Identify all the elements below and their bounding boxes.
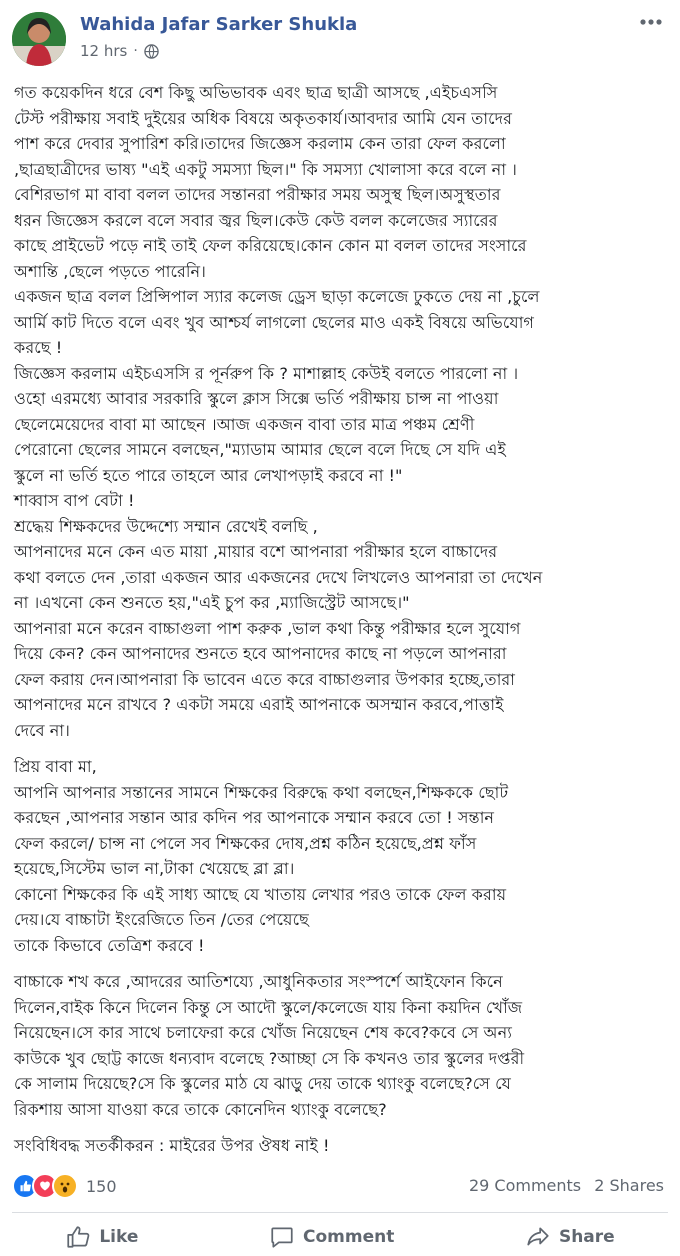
- like-label: Like: [99, 1227, 139, 1247]
- shares-count[interactable]: 2 Shares: [594, 1176, 664, 1195]
- post-text-line: আপনাদের মনে কেন এত মায়া ,মায়ার বশে আপনারা পরীক্ষার হলে বাচ্চাদের: [14, 542, 498, 561]
- post-text-line: হয়েছে,সিস্টেম ভাল না,টাকা খেয়েছে ব্লা ব্লা।: [14, 859, 295, 878]
- post-text-line: তাকে কিভাবে তেত্রিশ করবে !: [14, 935, 205, 955]
- post-text-line: ফেল করায় দেন।আপনারা কি ভাবেন এতে করে বাচ্চাগুলার উপকার হচ্ছে,তারা: [14, 669, 515, 689]
- post-text-line: দিয়ে কেন? কেন আপনাদের শুনতে হবে আপনাদের কাছে না পড়লে আপনারা: [14, 644, 507, 663]
- separator-dot: ·: [133, 43, 138, 59]
- post-text-line: গত কয়েকদিন ধরে বেশ কিছু অভিভাবক এবং ছাত্র ছাত্রী আসছে ,এইচএসসি: [14, 83, 498, 102]
- post-text-line: পাশ করে দেবার সুপারিশ করি।তাদের জিজ্ঞেস করলাম কেন তারা ফেল করলো: [14, 134, 506, 153]
- post-text-line: কাছে প্রাইভেট পড়ে নাই তাই ফেল করিয়েছে।কোন কোন মা বলল তাদের সংসারে: [14, 236, 527, 255]
- post-text-line: ,ছাত্রছাত্রীদের ভাষ্য "এই একটু সমস্যা ছিল।" কি সমস্যা খোলাসা করে বলে না ।: [14, 159, 517, 179]
- comment-label: Comment: [302, 1227, 395, 1247]
- post-text-line: না ।এখনো কেন শুনতে হয়,"এই চুপ কর ,ম্যাজিস্ট্রেট আসছে।": [14, 593, 410, 612]
- post-text-line: ওহো এরমধ্যে আবার সরকারি স্কুলে ক্লাস সিক্সে ভর্তি পরীক্ষায় চান্স না পাওয়া: [14, 389, 499, 408]
- divider: [12, 1212, 668, 1213]
- post-text-line: নিয়েছেন।সে কার সাথে চলাফেরা করে খোঁজ নিয়েছেন শেষ কবে?কবে সে অন্য: [14, 1023, 512, 1042]
- post-text-line: দিলেন,বাইক কিনে দিলেন কিন্তু সে আদৌ স্কুলে/কলেজে যায় কিনা কয়দিন খোঁজ: [14, 997, 523, 1017]
- post-paragraph: [14, 80, 666, 743]
- action-bar: [0, 1218, 680, 1256]
- author-name[interactable]: Wahida Jafar Sarker Shukla: [80, 14, 358, 35]
- comment-icon: [269, 1224, 295, 1250]
- post-text-line: ধরন জিজ্ঞেস করলে বলে সবার জ্বর ছিল।কেউ কেউ বলল কলেজের স্যারের: [14, 210, 498, 230]
- post-text-line: ফেল করলে/ চান্স না পেলে সব শিক্ষকের দোষ,প্রশ্ন কঠিন হয়েছে,প্রশ্ন ফাঁস: [14, 833, 477, 853]
- share-label: Share: [558, 1227, 615, 1247]
- post-text-line: কোনো শিক্ষকের কি এই সাধ্য আছে যে খাতায় লেখার পরও তাকে ফেল করায়: [14, 884, 507, 904]
- more-options-icon[interactable]: [636, 10, 666, 34]
- post-text-line: করছেন ,আপনার সন্তান আর কদিন পর আপনাকে সম্মান করবে তো ! সন্তান: [14, 808, 495, 827]
- post-text-line: জিজ্ঞেস করলাম এইচএসসি র পূর্নরুপ কি ? মাশাল্লাহ কেউই বলতে পারলো না ।: [14, 363, 519, 383]
- post-text-line: স্কুলে না ভর্তি হতে পারে তাহলে আর লেখাপড়াই করবে না !": [14, 465, 403, 485]
- wow-reaction-icon: [52, 1173, 78, 1199]
- post-text-line: দেয়।যে বাচ্চাটা ইংরেজিতে তিন /তের পেয়েছে: [14, 910, 309, 929]
- reaction-summary[interactable]: [12, 1172, 117, 1200]
- post-text-line: করছে !: [14, 338, 63, 357]
- post-text-line: বেশিরভাগ মা বাবা বলল তাদের সন্তানরা পরীক্ষার সময় অসুস্থ ছিল।অসুস্থতার: [14, 185, 501, 204]
- post-text-line: দেবে না।: [14, 720, 70, 740]
- share-button[interactable]: [525, 1224, 615, 1250]
- post-text-line: আপনারা মনে করেন বাচ্চাগুলা পাশ করুক ,ভাল কথা কিন্তু পরীক্ষার হলে সুযোগ: [14, 618, 521, 638]
- post-text-line: একজন ছাত্র বলল প্রিন্সিপাল স্যার কলেজ ড্রেস ছাড়া কলেজে ঢুকতে দেয় না ,চুলে: [14, 287, 540, 306]
- globe-icon: [144, 44, 159, 59]
- post-paragraph: [14, 754, 666, 958]
- post-text-line: অশান্তি ,ছেলে পড়তে পারেনি।: [14, 261, 206, 281]
- post-meta: [80, 42, 159, 60]
- post-header: [0, 0, 680, 72]
- post-text-line: বাচ্চাকে শখ করে ,আদরের আতিশয্যে ,আধুনিকতার সংস্পর্শে আইফোন কিনে: [14, 972, 503, 991]
- post-text-line: ছেলেমেয়েদের বাবা মা আছেন ।আজ একজন বাবা তার মাত্র পঞ্চম শ্রেণী: [14, 414, 475, 434]
- post-paragraph: [14, 1133, 666, 1159]
- engagement-counts: [461, 1176, 664, 1195]
- post-text-line: টেস্ট পরীক্ষায় সবাই দুইয়ের অধিক বিষয়ে অকৃতকার্য।আবদার আমি যেন তাদের: [14, 108, 513, 128]
- post-text-line: রিকশায় আসা যাওয়া করে তাকে কোনেদিন থ্যাংকু বলেছে?: [14, 1099, 387, 1119]
- share-icon: [525, 1224, 551, 1250]
- post-text-line: আপনাদের মনে রাখবে ? একটা সময়ে এরাই আপনাকে অসম্মান করবে,পাত্তাই: [14, 695, 504, 714]
- post-text-line: সংবিধিবদ্ধ সতর্কীকরন : মাইরের উপর ঔষধ নাই !: [14, 1136, 330, 1155]
- post-text-line: কে সালাম দিয়েছে?সে কি স্কুলের মাঠ যে ঝাড়ু দেয় তাকে থ্যাংকু বলেছে?সে যে: [14, 1074, 512, 1093]
- like-button[interactable]: [65, 1224, 138, 1250]
- comments-count[interactable]: 29 Comments: [468, 1176, 582, 1195]
- post-text-line: শাব্বাস বাপ বেটা !: [14, 491, 135, 510]
- thumbs-up-icon: [65, 1224, 91, 1250]
- avatar[interactable]: [12, 12, 66, 66]
- reaction-count: 150: [86, 1176, 117, 1196]
- post-text-line: শ্রদ্ধেয় শিক্ষকদের উদ্দেশ্যে সম্মান রেখেই বলছি ,: [14, 516, 318, 536]
- post-text-line: কথা বলতে দেন ,তারা একজন আর একজনের দেখে লিখলেও আপনারা তা দেখেন: [14, 567, 543, 587]
- post-text-line: আর্মি কাট দিতে বলে এবং খুব আশ্চর্য লাগলো ছেলের মাও একই বিষয়ে অভিযোগ: [14, 312, 535, 332]
- post-text-line: কাউকে খুব ছোট্ট কাজে ধন্যবাদ বলেছে ?আচ্ছা সে কি কখনও তার স্কুলের দপ্তরী: [14, 1048, 525, 1068]
- comment-button[interactable]: [269, 1224, 394, 1250]
- post-body: [14, 80, 666, 1170]
- post-text-line: পেরোনো ছেলের সামনে বলছেন,"ম্যাডাম আমার ছেলে বলে দিছে সে যদি এই: [14, 440, 506, 459]
- post-text-line: প্রিয় বাবা মা,: [14, 757, 97, 776]
- post-text-line: আপনি আপনার সন্তানের সামনে শিক্ষকের বিরুদ্ধে কথা বলছেন,শিক্ষককে ছোট: [14, 782, 509, 802]
- post-paragraph: [14, 969, 666, 1122]
- post-time[interactable]: 12 hrs: [80, 42, 128, 60]
